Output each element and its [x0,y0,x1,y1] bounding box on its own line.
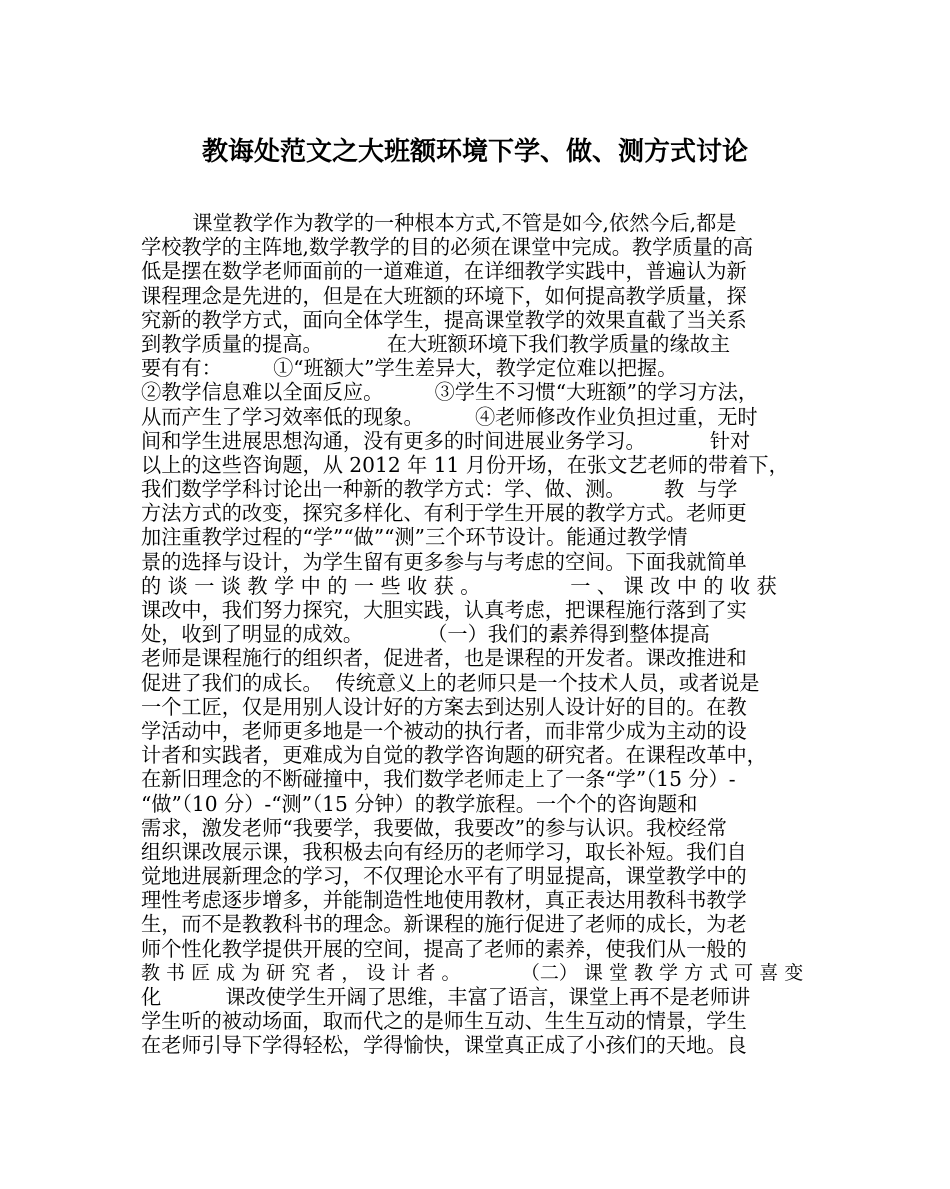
paragraph-line: 理性考虑逐步增多，并能制造性地使用教材，真正表达用教科书教学 [141,888,747,913]
paragraph-line: 学生听的被动场面，取而代之的是师生互动、生生互动的情景，学生 [141,1009,747,1034]
paragraph-line: 处，收到了明显的成效。 （一）我们的素养得到整体提高 [141,622,710,647]
paragraph-line: 老师是课程施行的组织者，促进者，也是课程的开发者。课改推进和 [141,646,747,671]
paragraph-line: 在老师引导下学得轻松，学得愉快，课堂真正成了小孩们的天地。良 [141,1033,747,1058]
paragraph-line: 教 书 匠 成 为 研 究 者 ， 设 计 者 。 （二） 课 堂 教 学 方 式 可 喜 变 [141,961,804,984]
paragraph-line: 化 课改使学生开阔了思维，丰富了语言，课堂上再不是老师讲 [141,985,751,1009]
paragraph-line: 需求，激发老师“我要学，我要做，我要改”的参与认识。我校经常 [141,815,727,840]
paragraph-line: 学活动中，老师更多地是一个被动的执行者，而非常少成为主动的设 [141,718,747,743]
paragraph-line: 课程理念是先进的，但是在大班额的环境下，如何提高教学质量，探 [141,283,747,308]
paragraph-line: 促进了我们的成长。 传统意义上的老师只是一个技术人员，或者说是 [141,670,760,695]
paragraph-line: “做”（10 分）-“测”（15 分钟）的教学旅程。一个个的咨询题和 [141,791,698,816]
paragraph-line: 组织课改展示课，我积极去向有经历的老师学习，取长补短。我们自 [141,839,747,864]
paragraph-line: 在新旧理念的不断碰撞中，我们数学老师走上了一条“学”（15 分）- [141,767,736,792]
paragraph-line: 我们数学学科讨论出一种新的教学方式：学、做、测。 教 与学 [141,477,738,502]
paragraph-line: 生，而不是教教科书的理念。新课程的施行促进了老师的成长，为老 [141,912,747,937]
paragraph-line: 觉地进展新理念的学习，不仅理论水平有了明显提高，课堂教学中的 [141,864,747,889]
paragraph-line: 到教学质量的提高。 在大班额环境下我们教学质量的缘故主 [141,331,731,356]
paragraph-line: 以上的这些咨询题，从 2012 年 11 月份开场，在张文艺老师的带着下， [141,452,789,477]
document-title: 教诲处范文之大班额环境下学、做、测方式讨论 [201,137,748,167]
paragraph-line: 一个工匠，仅是用别人设计好的方案去到达别人设计好的目的。在教 [141,694,747,719]
paragraph-line: 的 谈 一 谈 教 学 中 的 一 些 收 获 。 一 、 课 改 中 的 收 获 [141,573,777,598]
paragraph-line: 景的选择与设计，为学生留有更多参与与考虑的空间。下面我就简单 [141,549,747,574]
paragraph-line: 计者和实践者，更难成为自觉的教学咨询题的研究者。在课程改革中， [141,743,767,768]
paragraph-line: 从而产生了学习效率低的现象。 ④老师修改作业负担过重，无时 [141,404,758,429]
paragraph-line: 加注重教学过程的“学”“做”“测”三个环节设计。能通过教学情 [141,525,688,550]
paragraph-line: 究新的教学方式，面向全体学生，提高课堂教学的效果直截了当关系 [141,307,747,332]
paragraph-line: 方法方式的改变，探究多样化、有利于学生开展的教学方式。老师更 [141,501,747,526]
paragraph-line: ②教学信息难以全面反应。 ③学生不习惯“大班额”的学习方法， [141,380,759,405]
paragraph-line: 低是摆在数学老师面前的一道难道，在详细教学实践中，普遍认为新 [141,259,747,284]
paragraph-line: 课堂教学作为教学的一种根本方式,不管是如今,依然今后,都是 [141,211,737,235]
paragraph-line: 要有有： ①“班额大”学生差异大，教学定位难以把握。 [141,356,678,381]
paragraph-line: 师个性化教学提供开展的空间，提高了老师的素养，使我们从一般的 [141,936,747,961]
paragraph-line: 间和学生进展思想沟通，没有更多的时间进展业务学习。 针对 [141,428,751,453]
document-body [141,211,811,1058]
paragraph-line: 学校教学的主阵地,数学教学的目的必须在课堂中完成。教学质量的高 [141,235,754,260]
paragraph-line: 课改中，我们努力探究，大胆实践，认真考虑，把课程施行落到了实 [141,598,747,622]
